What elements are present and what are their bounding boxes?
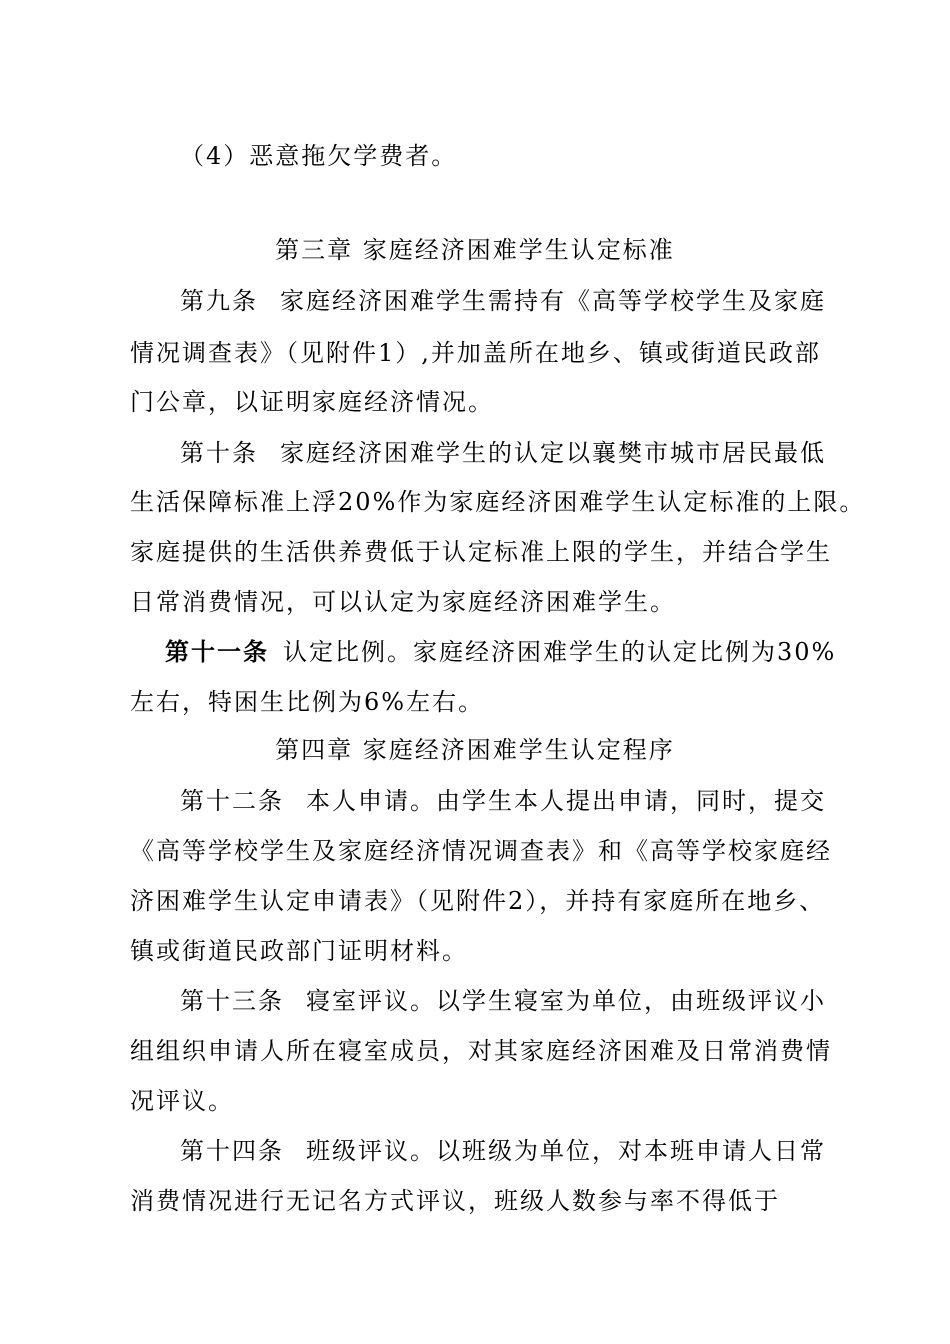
article-9-line-2 bbox=[130, 337, 830, 369]
article-12-text-1: 本人申请。由学生本人提出申请，同时，提交 bbox=[306, 787, 826, 815]
article-12-label: 第十二条 bbox=[180, 787, 284, 815]
article-14-text-1: 班级评议。以班级为单位，对本班申请人日常 bbox=[306, 1137, 826, 1165]
article-13-text-1: 寝室评议。以学生寝室为单位，由班级评议小 bbox=[306, 987, 826, 1015]
article-13-text-3: 况评议。 bbox=[130, 1087, 234, 1115]
article-9-text-2: 情况调查表》（见附件1）,并加盖所在地乡、镇或街道民政部 bbox=[130, 339, 821, 367]
article-13-label: 第十三条 bbox=[180, 987, 284, 1015]
chapter-3-heading bbox=[0, 234, 950, 266]
article-10-line-3 bbox=[130, 536, 830, 568]
article-12-text-3: 济困难学生认定申请表》（见附件2），并持有家庭所在地乡、 bbox=[130, 887, 826, 915]
article-11-label: 第十一条 bbox=[165, 637, 269, 666]
article-11-line-2 bbox=[130, 686, 830, 718]
article-9-label: 第九条 bbox=[180, 287, 258, 315]
article-13-line-1 bbox=[180, 985, 880, 1017]
clause-item-4 bbox=[180, 140, 880, 172]
article-13-line-3 bbox=[130, 1085, 830, 1117]
article-12-text-4: 镇或街道民政部门证明材料。 bbox=[130, 937, 468, 965]
article-9-line-1 bbox=[180, 285, 880, 317]
article-9-text-1: 家庭经济困难学生需持有《高等学校学生及家庭 bbox=[280, 287, 826, 315]
article-9-text-3: 门公章，以证明家庭经济情况。 bbox=[130, 388, 494, 416]
article-12-line-3 bbox=[130, 885, 830, 917]
article-11-text-1: 认定比例。家庭经济困难学生的认定比例为30% bbox=[283, 638, 837, 666]
article-10-line-4 bbox=[130, 586, 830, 618]
article-12-line-4 bbox=[130, 935, 830, 967]
article-10-text-4: 日常消费情况，可以认定为家庭经济困难学生。 bbox=[130, 588, 676, 616]
article-12-line-1 bbox=[180, 785, 880, 817]
chapter-3-title: 第三章 家庭经济困难学生认定标准 bbox=[275, 236, 675, 264]
article-10-text-2: 生活保障标准上浮20%作为家庭经济困难学生认定标准的上限。 bbox=[130, 488, 866, 516]
chapter-4-heading bbox=[0, 734, 950, 766]
article-10-line-1 bbox=[180, 437, 880, 469]
clause-item-4-text: （4）恶意拖欠学费者。 bbox=[180, 142, 458, 170]
article-13-text-2: 组组织申请人所在寝室成员，对其家庭经济困难及日常消费情 bbox=[130, 1037, 832, 1065]
article-12-text-2: 《高等学校学生及家庭经济情况调查表》和《高等学校家庭经 bbox=[130, 837, 832, 865]
article-10-text-3: 家庭提供的生活供养费低于认定标准上限的学生，并结合学生 bbox=[130, 538, 832, 566]
article-14-line-1 bbox=[180, 1135, 880, 1167]
article-11-text-2: 左右，特困生比例为6%左右。 bbox=[130, 688, 485, 716]
article-10-text-1: 家庭经济困难学生的认定以襄樊市城市居民最低 bbox=[280, 439, 826, 467]
article-12-line-2 bbox=[130, 835, 830, 867]
article-14-text-2: 消费情况进行无记名方式评议，班级人数参与率不得低于 bbox=[130, 1187, 780, 1215]
article-10-line-2 bbox=[130, 486, 866, 518]
article-10-label: 第十条 bbox=[180, 439, 258, 467]
chapter-4-title: 第四章 家庭经济困难学生认定程序 bbox=[275, 736, 675, 764]
article-14-label: 第十四条 bbox=[180, 1137, 284, 1165]
article-11-line-1 bbox=[165, 636, 865, 668]
article-9-line-3 bbox=[130, 386, 830, 418]
article-14-line-2 bbox=[130, 1185, 830, 1217]
article-13-line-2 bbox=[130, 1035, 830, 1067]
